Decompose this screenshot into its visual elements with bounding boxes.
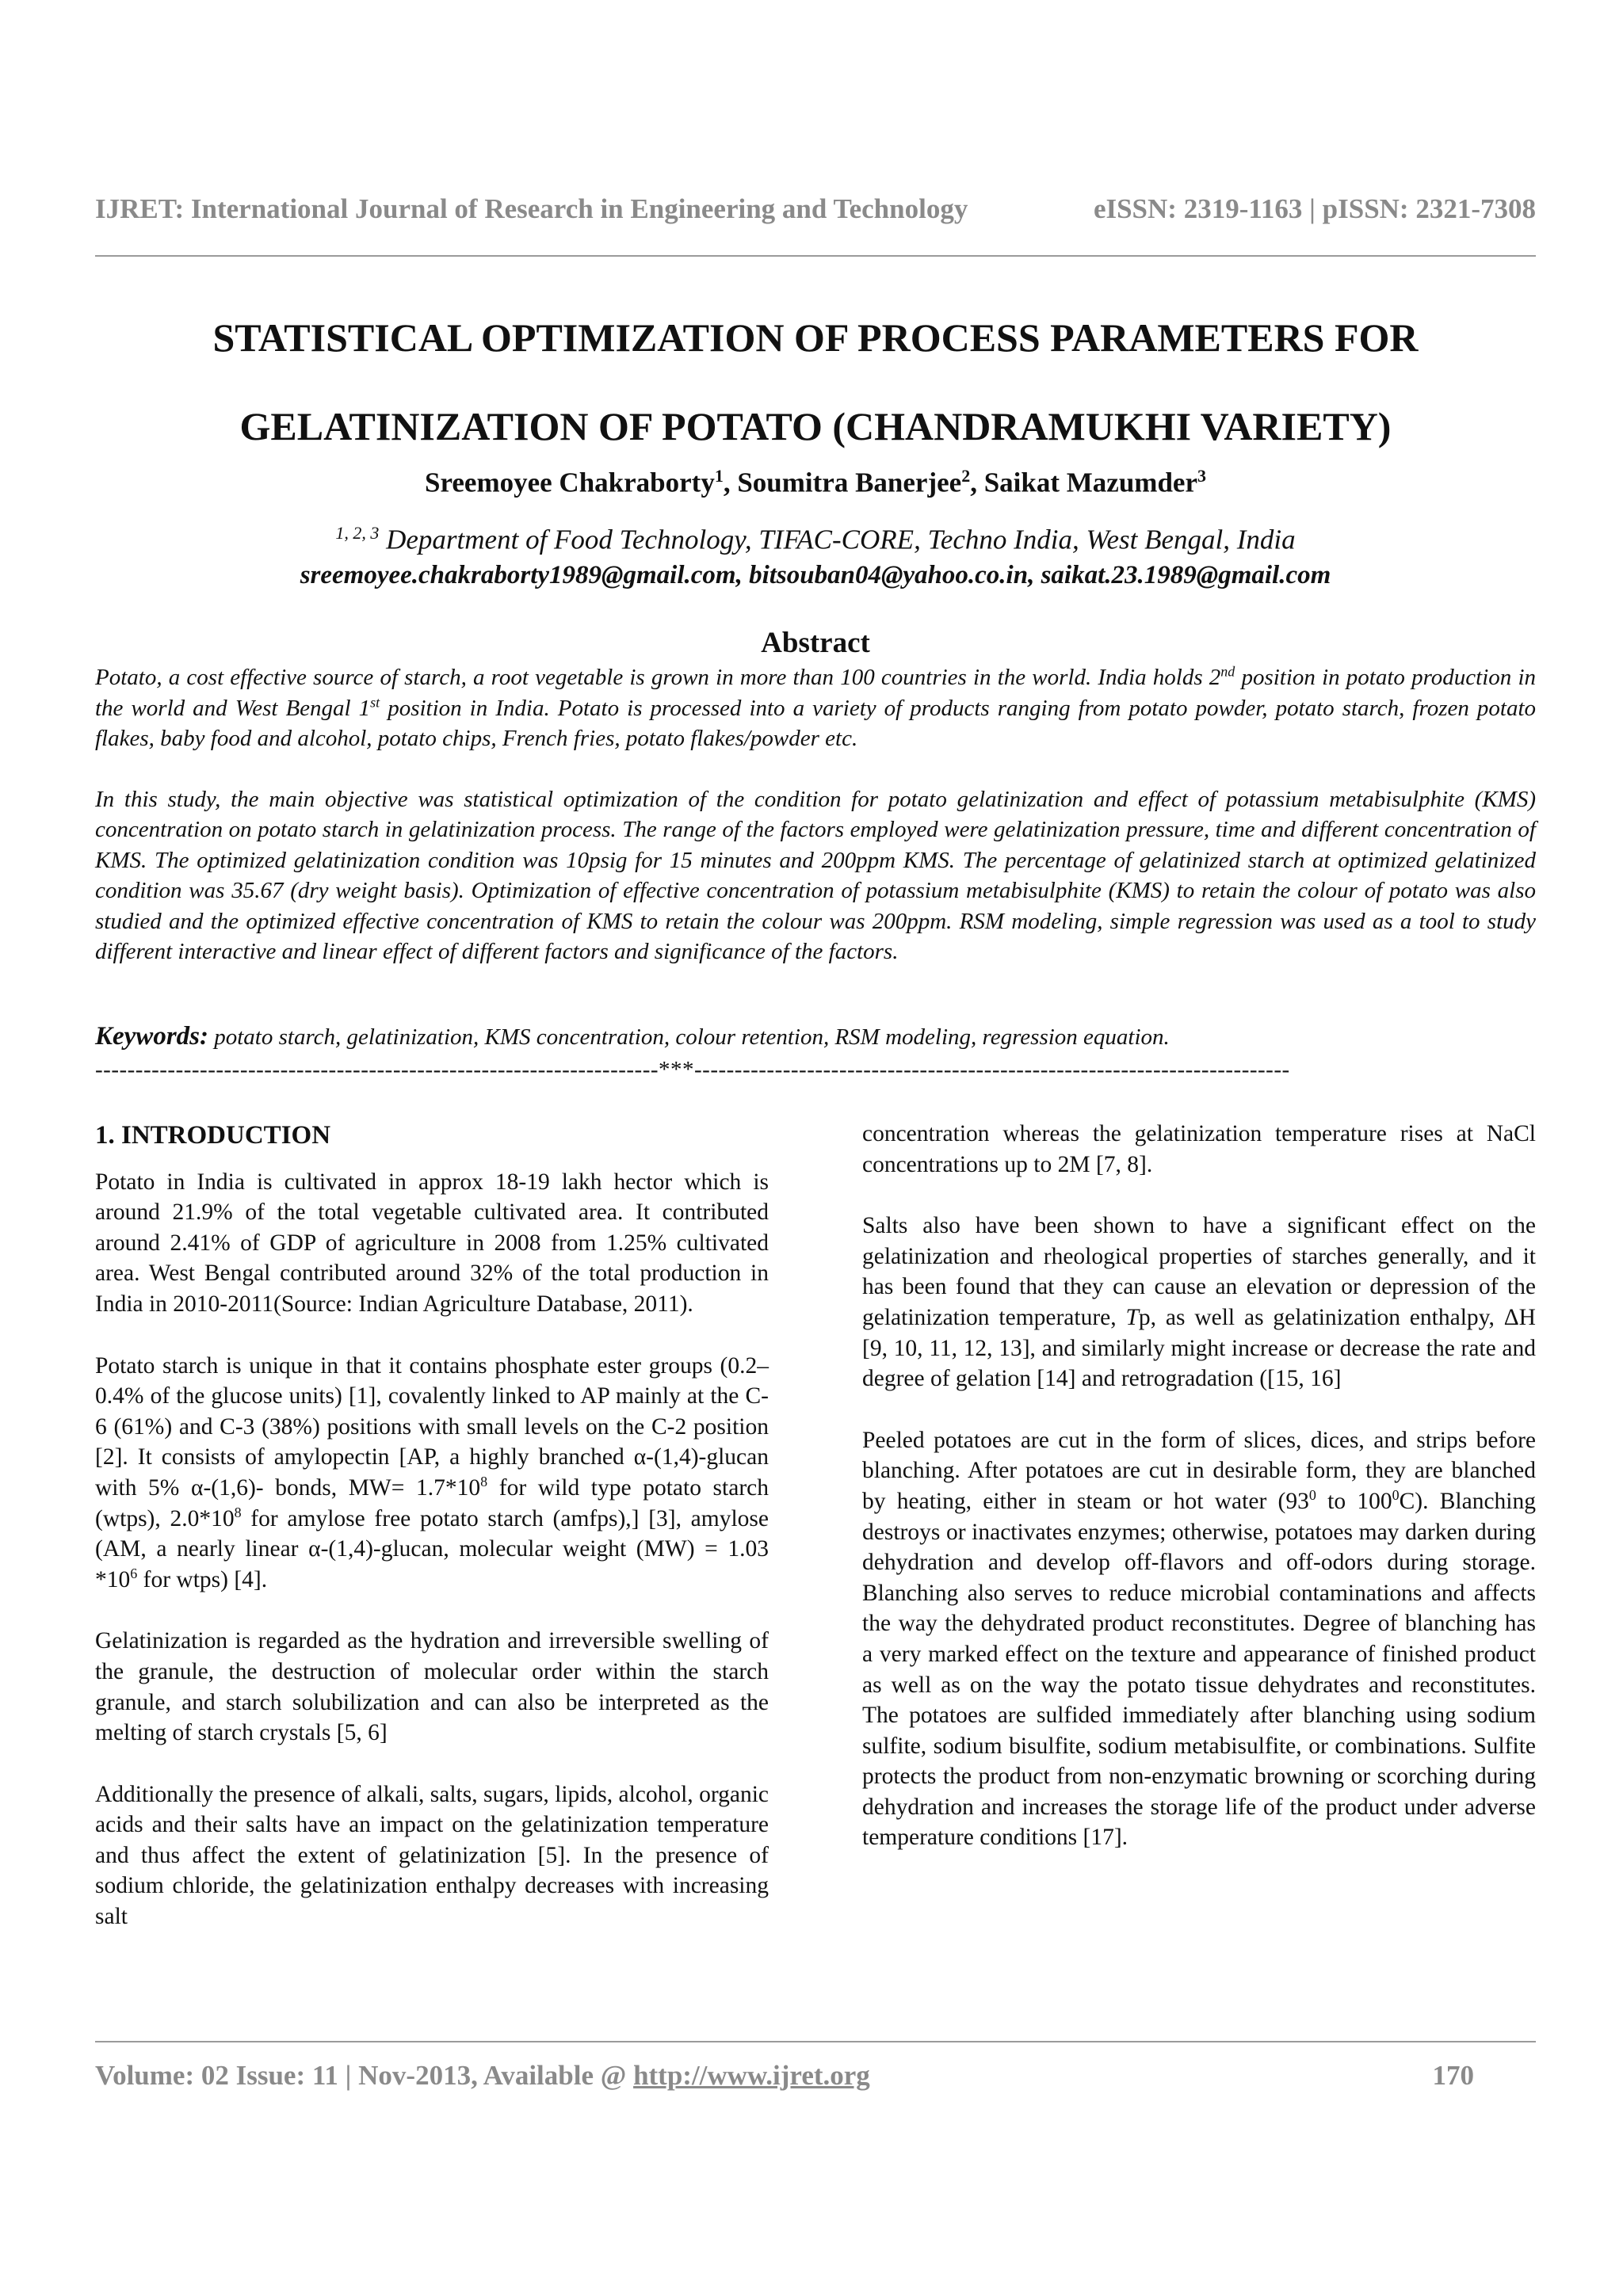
journal-link[interactable]: http://www.ijret.org xyxy=(633,2060,870,2091)
paper-page xyxy=(95,0,1536,2296)
superscript: 0 xyxy=(1308,1487,1316,1504)
intro-paragraph-3: Gelatinization is regarded as the hydration and irreversible swelling of the granule, the destruction of molecular order within the starch granule, and starch solubilization and can also be interpreted as the melting of starch crystals [5, 6] xyxy=(95,1628,769,1746)
body-text: Potato starch is unique in that it contains phosphate ester groups (0.2–0.4% of the glucose units) [1], covalently linked to AP mainly at the C-6 (61%) and C-3 (38%) positions with small levels on the C-2 position [2]. It consists of amylopectin [AP, a highly branched α-(1,4)-glucan with 5% α-(1,6)- bonds, MW= 1.7*10 xyxy=(95,1352,769,1501)
running-footer xyxy=(95,2060,1474,2092)
body-text: Peeled potatoes are cut in the form of slices, dices, and strips before blanching. After potatoes are cut in desirable form, they are blanched by heating, either in steam or hot water (93 xyxy=(862,1427,1536,1514)
body-text: Salts also have been shown to have a significant effect on the gelatinization and rheological properties of starches generally, and it has been found that they can cause an elevation or depression of the gelatinization temperature, xyxy=(862,1213,1536,1330)
right-column xyxy=(862,1119,1536,1884)
abstract-paragraph-1 xyxy=(95,662,1536,754)
running-header xyxy=(95,193,1536,225)
keywords-label: Keywords: xyxy=(95,1022,208,1051)
intro-paragraph-6 xyxy=(862,1211,1536,1394)
author-2: Soumitra Banerjee xyxy=(737,467,962,498)
keywords-text: potato starch, gelatinization, KMS concentration, colour retention, RSM modeling, regression equation. xyxy=(208,1024,1170,1050)
email-1[interactable]: sreemoyee.chakraborty1989@gmail.com xyxy=(300,561,736,589)
title-line-1: STATISTICAL OPTIMIZATION OF PROCESS PARAMETERS FOR xyxy=(212,315,1419,360)
author-sep: , xyxy=(970,467,984,498)
author-emails xyxy=(95,561,1536,590)
section-divider: ----------------------------------------------------------------------***-------------------------------------------------------------------------- xyxy=(95,1057,1290,1082)
email-sep: , xyxy=(735,561,750,589)
abstract-heading: Abstract xyxy=(761,627,870,659)
author-3-affil: 3 xyxy=(1197,466,1206,486)
journal-name: IJRET: International Journal of Research in Engineering and Technology xyxy=(95,193,968,224)
paper-title xyxy=(95,293,1536,471)
body-text: for amylose free potato starch (amfps),] [3], amylose (AM, a nearly linear α-(1,4)-glucan, molecular weight (MW) = 1.03 *10 xyxy=(95,1505,769,1592)
body-text: for wild type potato starch (wtps), 2.0*10 xyxy=(95,1474,769,1531)
superscript: st xyxy=(370,693,380,710)
footer-text: Volume: 02 Issue: 11 | Nov-2013, Available @ xyxy=(95,2060,634,2091)
superscript: 8 xyxy=(234,1504,242,1520)
abstract-text: Potato, a cost effective source of starch, a root vegetable is grown in more than 100 countries in the world. India holds 2 xyxy=(95,665,1221,690)
email-2[interactable]: bitsouban04@yahoo.co.in xyxy=(749,561,1029,589)
title-line-2: GELATINIZATION OF POTATO (CHANDRAMUKHI VARIETY) xyxy=(239,404,1392,448)
italic-symbol: T xyxy=(1125,1304,1139,1330)
abstract-text: position in potato production in the world and West Bengal 1 xyxy=(95,665,1537,721)
author-list xyxy=(95,466,1536,499)
author-3: Saikat Mazumder xyxy=(983,467,1197,498)
superscript: nd xyxy=(1220,663,1235,680)
body-text: C). Blanching destroys or inactivates enzymes; otherwise, potatoes may darken during dehydration and develop off-flavors and off-odors during storage. Blanching also serves to reduce microbial contaminations and affects the way the dehydrated product reconstitutes. Degree of blanching has a very marked effect on the texture and appearance of finished product as well as on the way the potato tissue dehydrates and reconstitutes. The potatoes are sulfided immediately after blanching using sodium sulfite, sodium bisulfite, sodium metabisulfite, or combinations. Sulfite protects the product from non-enzymatic browning or scorching during dehydration and increases the storage life of the product under adverse temperature conditions [17]. xyxy=(862,1488,1536,1851)
intro-paragraph-2 xyxy=(95,1351,769,1596)
body-text: p, as well as gelatinization enthalpy, ΔH [9, 10, 11, 12, 13], and similarly might increase or decrease the rate and degree of gelation [14] and retrogradation ([15, 16] xyxy=(862,1304,1536,1392)
abstract-body xyxy=(95,662,1536,997)
affiliation-marks: 1, 2, 3 xyxy=(335,523,380,543)
email-sep: , xyxy=(1028,561,1041,589)
author-2-affil: 2 xyxy=(961,466,971,486)
author-1-affil: 1 xyxy=(714,466,724,486)
body-text: for wtps) [4]. xyxy=(137,1566,268,1592)
body-text: to 100 xyxy=(1316,1488,1392,1514)
email-3[interactable]: saikat.23.1989@gmail.com xyxy=(1041,561,1331,589)
affiliation xyxy=(95,523,1536,556)
abstract-text: position in India. Potato is processed into a variety of products ranging from potato powder, potato starch, frozen potato flakes, baby food and alcohol, potato chips, French fries, potato flakes/powder etc. xyxy=(95,695,1536,751)
superscript: 0 xyxy=(1392,1487,1400,1504)
footer-volume-info xyxy=(95,2060,870,2092)
intro-paragraph-7 xyxy=(862,1425,1536,1853)
abstract-paragraph-2: In this study, the main objective was statistical optimization of the condition for potato gelatinization and effect of potassium metabisulphite (KMS) concentration on potato starch in gelatinization process. The range of the factors employed were gelatinization pressure, time and different concentration of KMS. The optimized gelatinization condition was 10psig for 15 minutes and 200ppm KMS. The percentage of gelatinized starch at optimized gelatinized condition was 35.67 (dry weight basis). Optimization of effective concentration of potassium metabisulphite (KMS) to retain the colour of potato was also studied and the optimized effective concentration of KMS to retain the colour was 200ppm. RSM modeling, simple regression was used as a tool to study different interactive and linear effect of different factors and significance of the factors. xyxy=(95,786,1536,964)
intro-paragraph-4: Additionally the presence of alkali, salts, sugars, lipids, alcohol, organic acids and their salts have an impact on the gelatinization temperature and thus affect the extent of gelatinization [5]. In the presence of sodium chloride, the gelatinization enthalpy decreases with increasing salt xyxy=(95,1781,769,1930)
section-heading-introduction: 1. INTRODUCTION xyxy=(95,1121,331,1150)
superscript: 6 xyxy=(130,1565,138,1581)
affiliation-text: Department of Food Technology, TIFAC-CORE, Techno India, West Bengal, India xyxy=(379,524,1296,555)
author-1: Sreemoyee Chakraborty xyxy=(425,467,715,498)
left-column xyxy=(95,1120,769,1963)
intro-paragraph-1: Potato in India is cultivated in approx 18-19 lakh hector which is around 21.9% of the total vegetable cultivated area. It contributed around 2.41% of GDP of agriculture in 2008 from 1.25% cultivated area. West Bengal contributed around 32% of the total production in India in 2010-2011(Source: Indian Agriculture Database, 2011). xyxy=(95,1169,769,1317)
header-rule xyxy=(95,255,1536,257)
page-number: 170 xyxy=(1432,2060,1474,2091)
intro-paragraph-5: concentration whereas the gelatinization temperature rises at NaCl concentrations up to 2M [7, 8]. xyxy=(862,1121,1536,1177)
footer-rule xyxy=(95,2041,1536,2042)
issn-numbers: eISSN: 2319-1163 | pISSN: 2321-7308 xyxy=(1093,193,1536,224)
author-sep: , xyxy=(723,467,738,498)
superscript: 8 xyxy=(480,1474,488,1490)
keywords xyxy=(95,1022,1536,1051)
